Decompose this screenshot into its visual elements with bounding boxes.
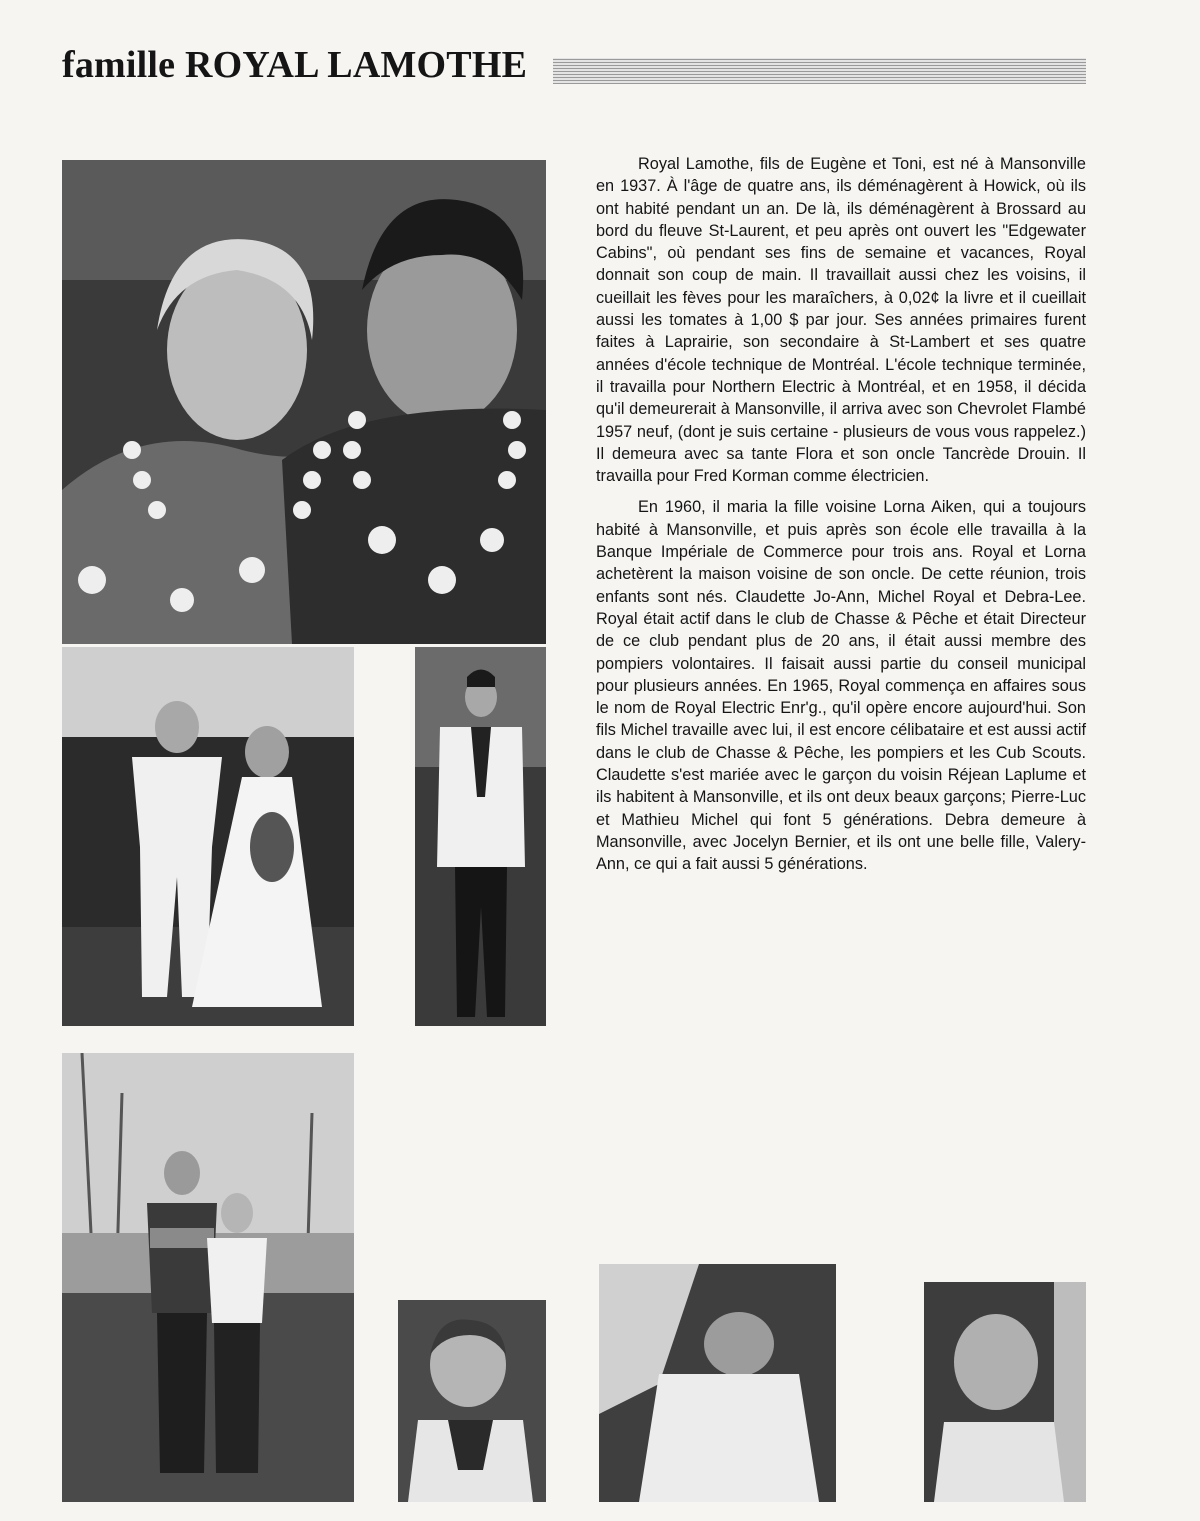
article-paragraph: Royal Lamothe, fils de Eugène et Toni, est né à Mansonville en 1937. À l'âge de quatre ans, ils déménagèrent à Howick, où ils ont habité pendant un an. De là, ils déménagèrent à Brossard au bord du fleuve St-Laurent, et peu après ont ouvert les "Edgewater Cabins", où pendant ses fins de semaine et vacances, Royal donnait son coup de main. Il travaillait aussi chez les voisins, il cueillait les fèves pour les maraîchers, à 0,02¢ la livre et il cueillait aussi les tomates à 1,00 $ par jour. Ses années primaires furent faites à Laprairie, son secondaire à St-Lambert et ses quatre années d'école technique de Montréal. L'école technique terminée, il travailla pour Northern Electric à Montréal, et en 1958, il décida qu'il demeurerait à Mansonville, il arriva avec son Chevrolet Flambé 1957 neuf, (dont je suis certaine - plusieurs de vous vous rappelez.) Il demeura avec sa tante Flora et son oncle Tancrède Drouin. Il travailla pour Fred Korman comme électricien.: [596, 155, 1086, 486]
photo-wedding-couple: [62, 647, 354, 1026]
photo-infant: [924, 1282, 1086, 1502]
header-rule: [553, 58, 1086, 84]
photo-siblings-by-fence: [62, 1053, 354, 1502]
article-body: [596, 153, 1086, 885]
photo-newborn-baby: [599, 1264, 836, 1502]
photo-couple-portrait: [62, 160, 546, 644]
page-title: famille ROYAL LAMOTHE: [62, 44, 528, 86]
article-paragraph: En 1960, il maria la fille voisine Lorna Aiken, qui a toujours habité à Mansonville, et puis après son école elle travailla à la Banque Impériale de Commerce pour trois ans. Royal et Lorna achetèrent la maison voisine de son oncle. De cette réunion, trois enfants sont nés. Claudette Jo-Ann, Michel Royal et Debra-Lee. Royal était actif dans le club de Chasse & Pêche et était Directeur de ce club pendant plus de 20 ans, il était aussi membre des pompiers volontaires. Il faisait aussi partie du conseil municipal pour plusieurs années. En 1965, Royal commença en affaires sous le nom de Royal Electric Enr'g., qu'il opère encore aujourd'hui. Son fils Michel travaille avec lui, il est encore célibataire et est aussi actif dans le club de Chasse & Pêche, les pompiers et les Cub Scouts. Claudette s'est mariée avec le garçon du voisin Réjean Laplume et ils habitent à Mansonville, et ils ont deux beaux garçons; Pierre-Luc et Mathieu Michel qui font 5 générations. Debra demeure à Mansonville, avec Jocelyn Bernier, et ils ont une belle fille, Valery-Ann, ce qui a fait aussi 5 générations.: [596, 498, 1086, 874]
photo-young-man-tuxedo: [415, 647, 546, 1026]
photo-toddler: [398, 1300, 546, 1502]
